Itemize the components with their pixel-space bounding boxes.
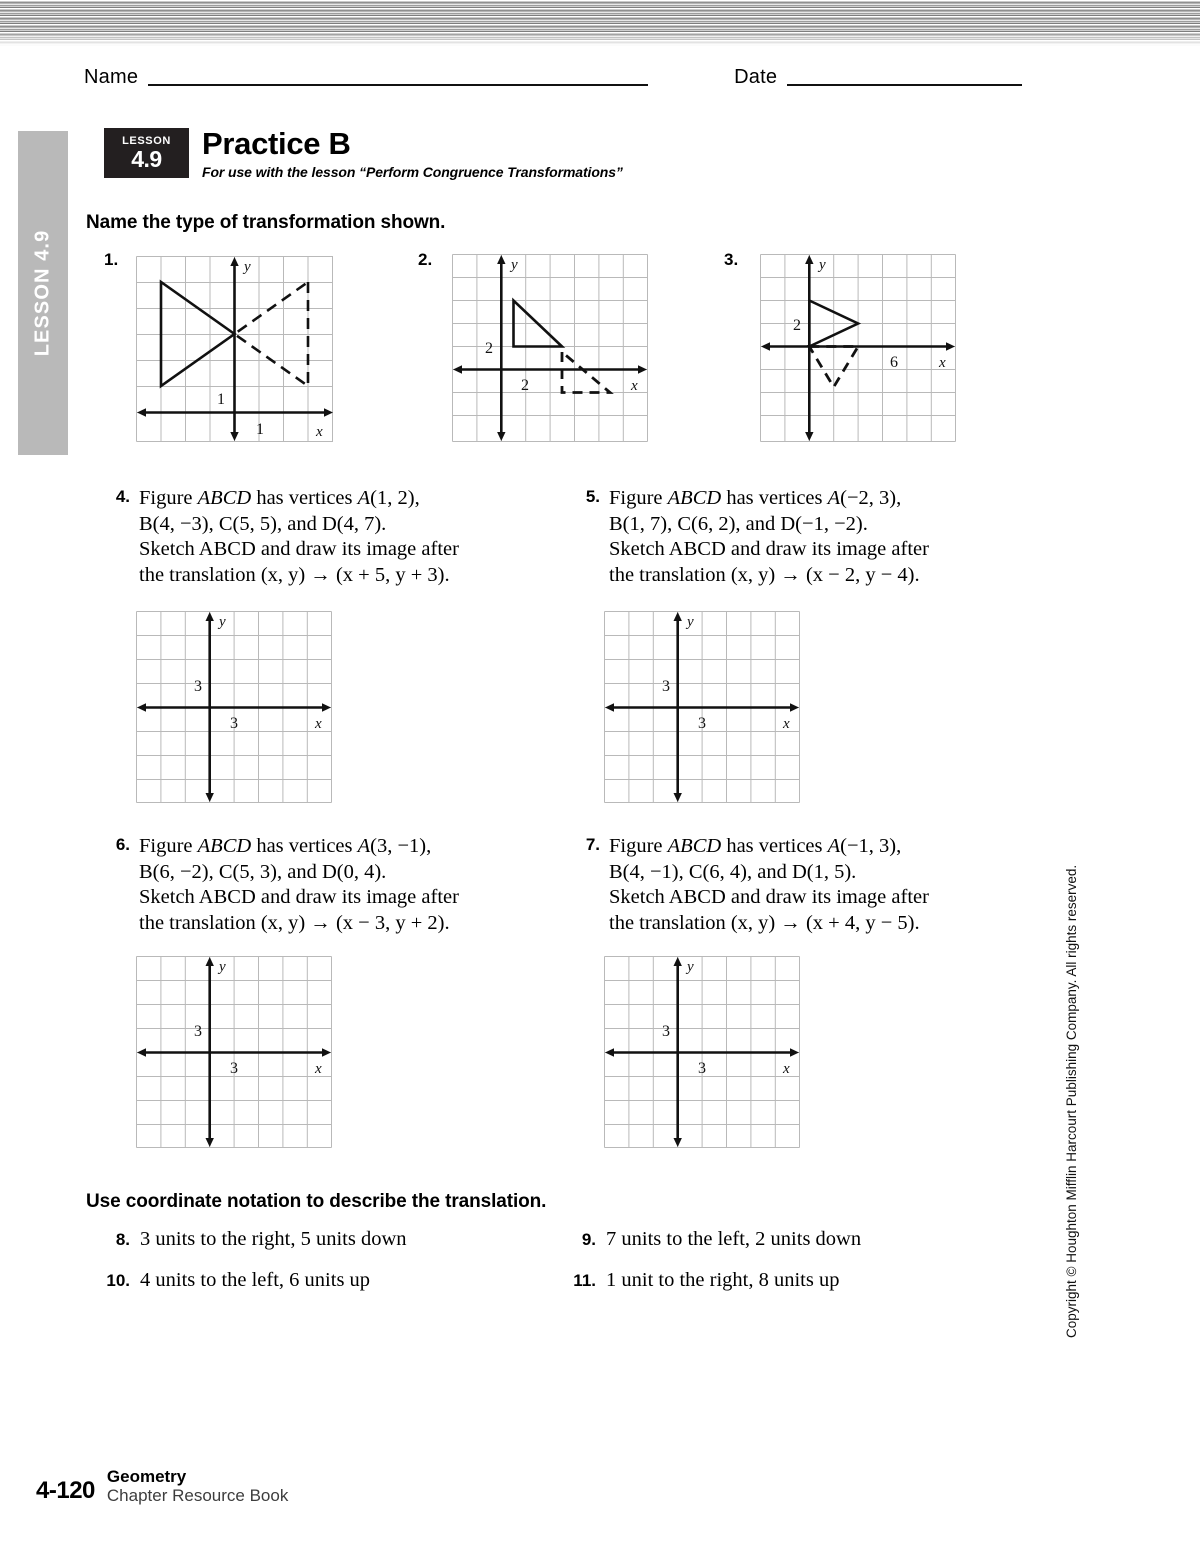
graph-1-x-label: x (316, 424, 323, 440)
notation-item-10-text: 4 units to the left, 6 units up (140, 1269, 371, 1291)
problem-6-number: 6. (115, 835, 130, 854)
problem-7-line-4: the translation (x, y) → (x + 4, y − 5). (609, 911, 920, 934)
graph-3-tick-y: 2 (793, 317, 801, 334)
grid-6-x-label: x (315, 1061, 322, 1077)
graph-3-number: 3. (724, 250, 739, 269)
problem-5-number: 5. (585, 487, 600, 506)
graph-1-reflection (136, 256, 334, 442)
graph-1-number: 1. (104, 250, 119, 269)
problem-5-line-4: the translation (x, y) → (x − 2, y − 4). (609, 563, 920, 586)
grid-4-tick-x: 3 (230, 715, 238, 732)
graph-1-tick-y: 1 (217, 391, 225, 408)
copyright-notice: Copyright © Houghton Mifflin Harcourt Publishing Company. All rights reserved. (1064, 864, 1079, 1338)
problem-6-line-3: Sketch ABCD and draw its image after (139, 886, 459, 908)
grid-5-x-label: x (783, 716, 790, 732)
problem-5-line-1: Figure ABCD has vertices A(−2, 3), (609, 487, 902, 509)
grid-6-tick-x: 3 (230, 1060, 238, 1077)
graph-3-x-label: x (939, 355, 946, 371)
problem-7-number: 7. (585, 835, 600, 854)
page-subtitle: For use with the lesson “Perform Congruence Transformations” (202, 164, 623, 180)
date-label: Date (734, 66, 778, 88)
notation-item-11-text: 1 unit to the right, 8 units up (606, 1269, 840, 1291)
name-write-line[interactable] (148, 84, 648, 86)
grid-7-tick-y: 3 (662, 1023, 670, 1040)
grid-7-x-label: x (783, 1061, 790, 1077)
notation-item-10-number: 10. (106, 1271, 130, 1290)
graph-2-tick-x: 2 (521, 377, 529, 394)
problem-6-line-4: the translation (x, y) → (x − 3, y + 2). (139, 911, 450, 934)
grid-7-tick-x: 3 (698, 1060, 706, 1077)
graph-1-tick-x: 1 (256, 421, 264, 438)
notation-item-8-number: 8. (115, 1230, 130, 1249)
graph-2-x-label: x (631, 378, 638, 394)
footer-page-number: 4-120 (36, 1477, 95, 1504)
name-label: Name (84, 66, 139, 88)
footer-book-title: Chapter Resource Book (106, 1486, 289, 1505)
sidebar-lesson-tab (18, 131, 68, 455)
problem-6 (96, 834, 529, 936)
graph-2-translation (452, 254, 648, 442)
grid-6-y-label: y (219, 959, 226, 975)
answer-grid-problem-4[interactable] (136, 611, 332, 803)
notation-item-11 (556, 1269, 839, 1292)
lesson-badge-number: 4.9 (131, 146, 162, 172)
notation-item-8 (90, 1228, 407, 1251)
grid-4-x-label: x (315, 716, 322, 732)
problem-4-text (139, 486, 529, 588)
grid-7-y-label: y (687, 959, 694, 975)
problem-7 (566, 834, 999, 936)
grid-5-tick-x: 3 (698, 715, 706, 732)
footer-subject: Geometry (106, 1467, 187, 1486)
problem-4-number: 4. (115, 487, 130, 506)
problem-7-line-1: Figure ABCD has vertices A(−1, 3), (609, 835, 902, 857)
graph-3-rotation (760, 254, 956, 442)
section-heading-transformation: Name the type of transformation shown. (86, 212, 446, 233)
page-footer (36, 1467, 288, 1506)
problem-4-line-2: B(4, −3), C(5, 5), and D(4, 7). (139, 512, 387, 535)
grid-4-tick-y: 3 (194, 678, 202, 695)
problem-6-line-1: Figure ABCD has vertices A(3, −1), (139, 835, 432, 857)
notation-item-11-number: 11. (573, 1271, 596, 1290)
answer-grid-problem-6[interactable] (136, 956, 332, 1148)
graph-2-y-label: y (511, 257, 518, 273)
problem-4-line-4: the translation (x, y) → (x + 5, y + 3). (139, 563, 450, 586)
notation-item-9 (556, 1228, 861, 1251)
answer-grid-problem-5[interactable] (604, 611, 800, 803)
section-heading-notation: Use coordinate notation to describe the translation. (86, 1191, 547, 1212)
notation-item-8-text: 3 units to the right, 5 units down (140, 1228, 407, 1250)
date-write-line[interactable] (787, 84, 1022, 86)
problem-5-line-2: B(1, 7), C(6, 2), and D(−1, −2). (609, 512, 868, 535)
grid-5-tick-y: 3 (662, 678, 670, 695)
notation-item-9-number: 9. (581, 1230, 596, 1249)
lesson-number-badge (104, 128, 189, 178)
problem-7-text (609, 834, 999, 936)
name-date-header (84, 66, 1034, 91)
graph-2-tick-y: 2 (485, 340, 493, 357)
problem-7-line-2: B(4, −1), C(6, 4), and D(1, 5). (609, 860, 857, 883)
grid-4-y-label: y (219, 614, 226, 630)
notation-item-10 (90, 1269, 370, 1292)
problem-7-line-3: Sketch ABCD and draw its image after (609, 886, 929, 908)
problem-4-line-3: Sketch ABCD and draw its image after (139, 538, 459, 560)
problem-5-text (609, 486, 999, 588)
graph-2-number: 2. (418, 250, 433, 269)
copyright-notice-wrapper (1063, 818, 1083, 1338)
grid-5-y-label: y (687, 614, 694, 630)
problem-6-line-2: B(6, −2), C(5, 3), and D(0, 4). (139, 860, 387, 883)
problem-5 (566, 486, 999, 588)
graph-3-y-label: y (819, 257, 826, 273)
title-block (104, 128, 623, 180)
page-title: Practice B (202, 126, 351, 161)
problem-5-line-3: Sketch ABCD and draw its image after (609, 538, 929, 560)
grid-6-tick-y: 3 (194, 1023, 202, 1040)
sidebar-lesson-tab-label: LESSON 4.9 (31, 229, 54, 357)
problem-4-line-1: Figure ABCD has vertices A(1, 2), (139, 487, 420, 509)
problem-6-text (139, 834, 529, 936)
answer-grid-problem-7[interactable] (604, 956, 800, 1148)
lesson-badge-word: LESSON (122, 135, 171, 147)
notation-item-9-text: 7 units to the left, 2 units down (606, 1228, 862, 1250)
decorative-top-stripe (0, 0, 1200, 46)
graph-3-tick-x: 6 (890, 354, 898, 371)
graph-1-y-label: y (244, 259, 251, 275)
problem-4 (96, 486, 529, 588)
